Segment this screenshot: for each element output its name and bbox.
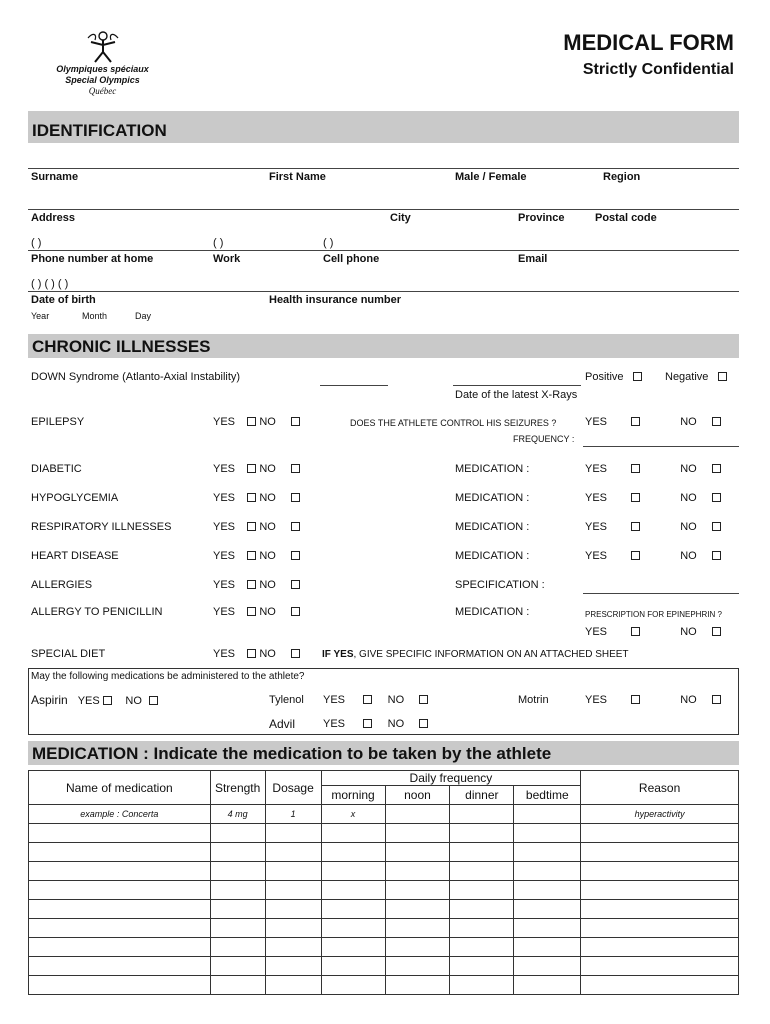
med-yes-no-hypoglycemia[interactable]: YES NO bbox=[585, 492, 721, 504]
day-label: Day bbox=[135, 311, 152, 321]
col-dinner-header: dinner bbox=[450, 786, 514, 805]
yes-no-penicillin[interactable]: YES NO bbox=[213, 606, 300, 618]
medication-label-diabetic: MEDICATION : bbox=[455, 463, 530, 475]
table-row-example: example : Concerta 4 mg 1 x hyperactivity bbox=[29, 805, 739, 824]
yes-no-heart[interactable]: YES NO bbox=[213, 550, 300, 562]
medication-label-respiratory: MEDICATION : bbox=[455, 521, 530, 533]
tylenol-label: Tylenol bbox=[269, 694, 304, 706]
table-row[interactable] bbox=[29, 900, 739, 919]
table-row[interactable] bbox=[29, 843, 739, 862]
epinephrin-question: PRESCRIPTION FOR EPINEPHRIN ? bbox=[585, 610, 722, 619]
frequency-label: FREQUENCY : bbox=[513, 434, 575, 444]
yes-no-allergies[interactable]: YES NO bbox=[213, 579, 300, 591]
negative-checkbox[interactable] bbox=[718, 372, 727, 381]
col-dosage-header: Dosage bbox=[265, 771, 321, 805]
logo-text-french: Olympiques spéciaux bbox=[56, 64, 149, 74]
yes-no-diabetic[interactable]: YES NO bbox=[213, 463, 300, 475]
region-label: Region bbox=[603, 171, 641, 183]
work-label: Work bbox=[213, 253, 241, 265]
page-subtitle: Strictly Confidential bbox=[582, 61, 734, 78]
cell-phone-label: Cell phone bbox=[323, 253, 380, 265]
epinephrin-yes-no[interactable]: YES NO bbox=[585, 626, 721, 638]
medication-label-penicillin: MEDICATION : bbox=[455, 606, 530, 618]
year-label: Year bbox=[31, 311, 50, 321]
medication-label-heart: MEDICATION : bbox=[455, 550, 530, 562]
col-name-header: Name of medication bbox=[29, 771, 211, 805]
home-area-code[interactable]: ( ) bbox=[31, 237, 42, 249]
table-row[interactable] bbox=[29, 881, 739, 900]
medication-label-hypoglycemia: MEDICATION : bbox=[455, 492, 530, 504]
illness-respiratory: RESPIRATORY ILLNESSES bbox=[31, 521, 172, 533]
month-label: Month bbox=[82, 311, 108, 321]
table-row[interactable] bbox=[29, 824, 739, 843]
illness-penicillin: ALLERGY TO PENICILLIN bbox=[31, 606, 163, 618]
special-diet-note: IF YES, GIVE SPECIFIC INFORMATION ON AN ATTACHED SHEET bbox=[322, 649, 629, 660]
table-row[interactable] bbox=[29, 976, 739, 995]
med-yes-no-respiratory[interactable]: YES NO bbox=[585, 521, 721, 533]
tylenol-yes-no[interactable]: YES NO bbox=[323, 694, 428, 706]
col-bedtime-header: bedtime bbox=[514, 786, 581, 805]
illness-allergies: ALLERGIES bbox=[31, 579, 93, 591]
administer-question: May the following medications be administered to the athlete? bbox=[31, 671, 305, 682]
motrin-yes-no[interactable]: YES NO bbox=[585, 694, 721, 706]
yes-no-respiratory[interactable]: YES NO bbox=[213, 521, 300, 533]
negative-option[interactable]: Negative bbox=[665, 371, 727, 383]
col-strength-header: Strength bbox=[210, 771, 265, 805]
med-yes-no-diabetic[interactable]: YES NO bbox=[585, 463, 721, 475]
col-morning-header: morning bbox=[321, 786, 385, 805]
positive-checkbox[interactable] bbox=[633, 372, 642, 381]
health-insurance-label: Health insurance number bbox=[269, 294, 402, 306]
page-title: MEDICAL FORM bbox=[563, 30, 734, 55]
cell-area-code[interactable]: ( ) bbox=[323, 237, 334, 249]
province-label: Province bbox=[518, 212, 565, 224]
dob-fields[interactable]: ( ) ( ) ( ) bbox=[31, 278, 69, 290]
table-row[interactable] bbox=[29, 919, 739, 938]
chronic-heading: CHRONIC ILLNESSES bbox=[32, 337, 211, 356]
phone-home-label: Phone number at home bbox=[31, 253, 154, 265]
surname-label: Surname bbox=[31, 171, 79, 183]
specification-label: SPECIFICATION : bbox=[455, 579, 545, 591]
col-frequency-header: Daily frequency bbox=[321, 771, 581, 786]
advil-label: Advil bbox=[269, 717, 296, 731]
dob-label: Date of birth bbox=[31, 294, 96, 306]
athlete-emblem-icon bbox=[83, 30, 123, 64]
table-row[interactable] bbox=[29, 957, 739, 976]
medication-heading: MEDICATION : Indicate the medication to be taken by the athlete bbox=[32, 744, 552, 763]
email-label: Email bbox=[518, 253, 548, 265]
identification-section-header bbox=[28, 111, 739, 143]
yes-no-epilepsy[interactable]: YES NO bbox=[213, 416, 300, 428]
med-yes-no-heart[interactable]: YES NO bbox=[585, 550, 721, 562]
illness-hypoglycemia: HYPOGLYCEMIA bbox=[31, 492, 119, 504]
aspirin-option[interactable]: Aspirin YES NO bbox=[31, 693, 158, 707]
seizures-question: DOES THE ATHLETE CONTROL HIS SEIZURES ? bbox=[350, 418, 557, 428]
organization-logo bbox=[30, 30, 175, 110]
chronic-section-header bbox=[28, 334, 739, 358]
table-row[interactable] bbox=[29, 862, 739, 881]
illness-special-diet: SPECIAL DIET bbox=[31, 648, 106, 660]
table-header-row bbox=[29, 771, 739, 786]
seizures-yes-no[interactable]: YES NO bbox=[585, 416, 721, 428]
col-reason-header: Reason bbox=[581, 771, 739, 805]
advil-yes-no[interactable]: YES NO bbox=[323, 718, 428, 730]
table-row[interactable] bbox=[29, 938, 739, 957]
xray-date-label: Date of the latest X-Rays bbox=[455, 389, 578, 401]
illness-heart: HEART DISEASE bbox=[31, 550, 119, 562]
identification-heading: IDENTIFICATION bbox=[32, 121, 167, 140]
illness-diabetic: DIABETIC bbox=[31, 463, 82, 475]
medication-table bbox=[28, 770, 739, 995]
positive-option[interactable]: Positive bbox=[585, 371, 642, 383]
logo-text-quebec: Québec bbox=[88, 86, 117, 96]
illness-epilepsy: EPILEPSY bbox=[31, 416, 85, 428]
medication-section-header bbox=[28, 741, 739, 765]
yes-no-hypoglycemia[interactable]: YES NO bbox=[213, 492, 300, 504]
city-label: City bbox=[390, 212, 411, 224]
yes-no-special-diet[interactable]: YES NO bbox=[213, 648, 300, 660]
down-syndrome-label: DOWN Syndrome (Atlanto-Axial Instability) bbox=[31, 371, 241, 383]
postal-code-label: Postal code bbox=[595, 212, 657, 224]
motrin-label: Motrin bbox=[518, 694, 549, 706]
address-label: Address bbox=[31, 212, 76, 224]
work-area-code[interactable]: ( ) bbox=[213, 237, 224, 249]
col-noon-header: noon bbox=[385, 786, 450, 805]
logo-text-english: Special Olympics bbox=[65, 75, 140, 85]
sex-label: Male / Female bbox=[455, 171, 527, 183]
first-name-label: First Name bbox=[269, 171, 326, 183]
